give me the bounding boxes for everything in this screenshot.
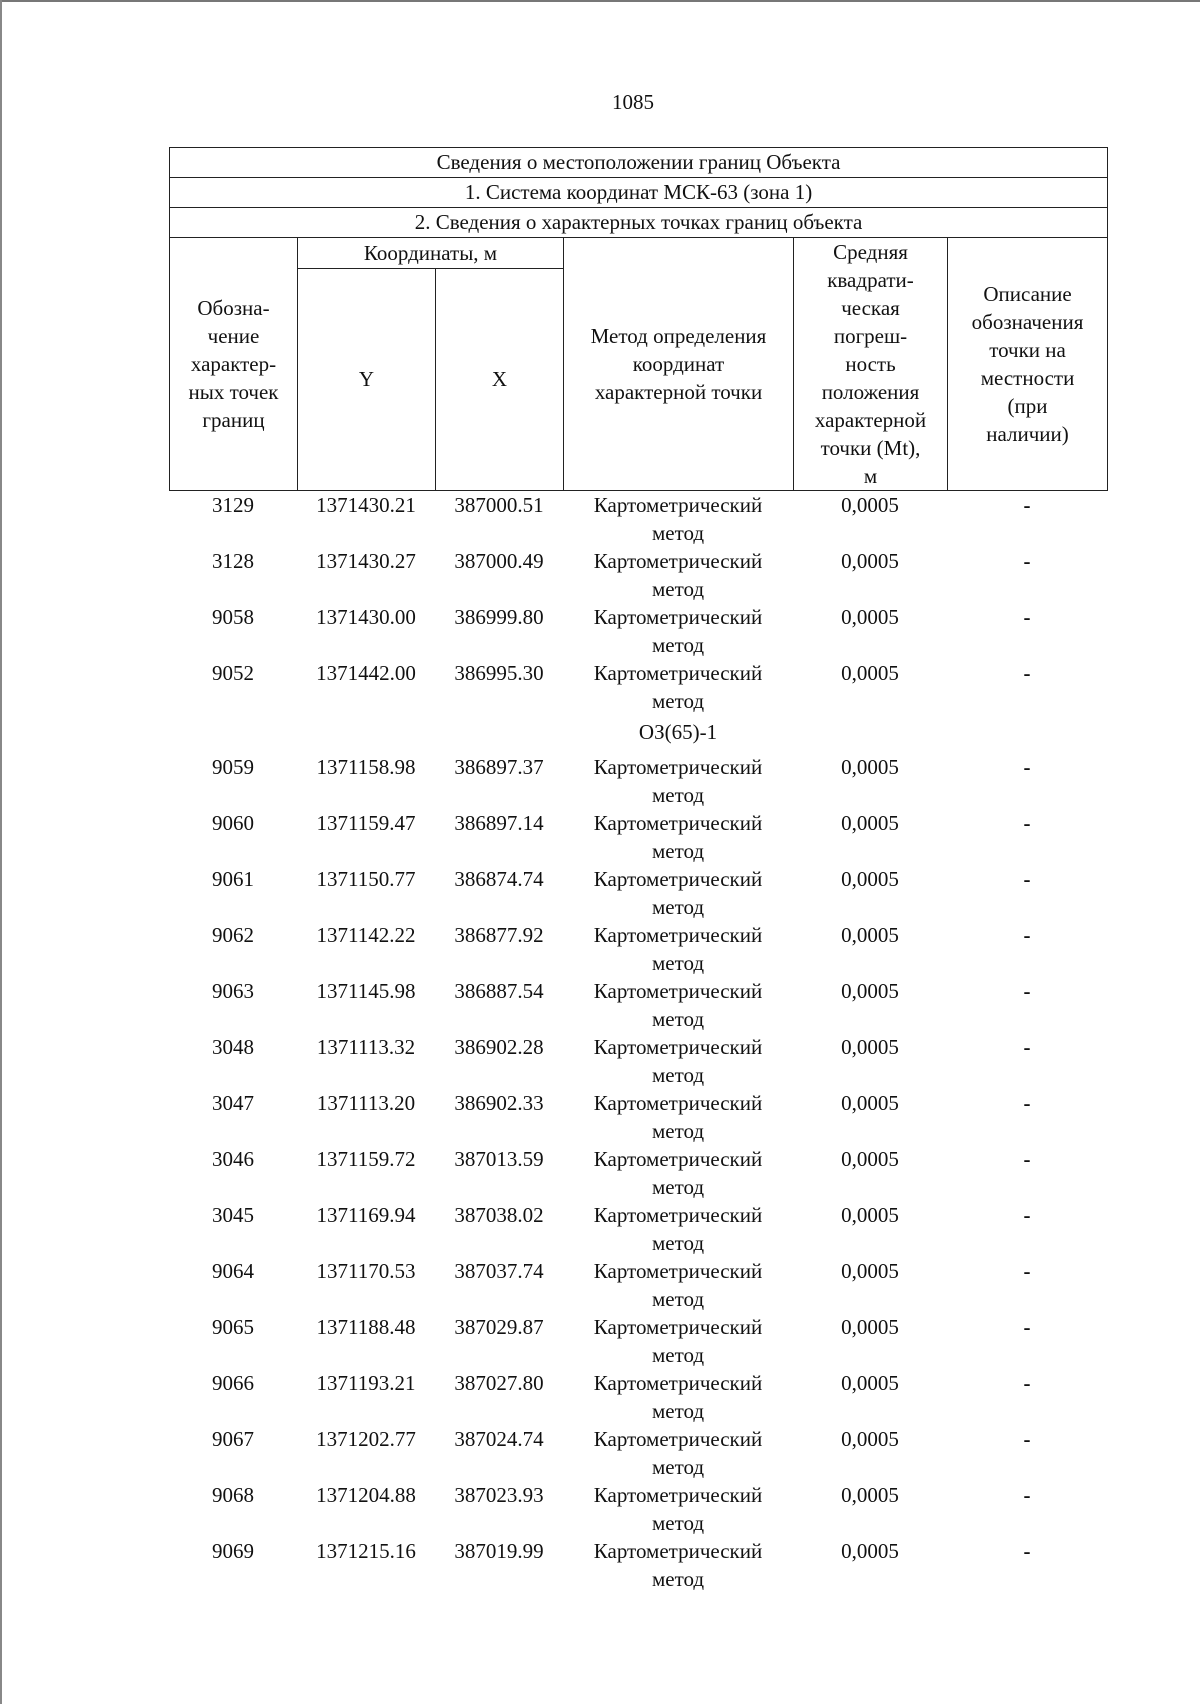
table-row: [169, 753, 1107, 809]
points-group-2: [169, 753, 1107, 1593]
description: -: [1023, 755, 1031, 779]
coord-x: 387019.99: [454, 1539, 544, 1563]
coord-y: 1371188.48: [316, 1315, 416, 1339]
coord-x: 387000.51: [454, 493, 544, 517]
point-number: 9063: [212, 979, 254, 1003]
point-number: 3047: [212, 1091, 254, 1115]
coord-y: 1371193.21: [316, 1371, 416, 1395]
coord-x: 386887.54: [454, 979, 544, 1003]
table-title: Сведения о местоположении границ Объекта: [170, 148, 1108, 178]
table-row: [169, 491, 1107, 547]
table-row: [169, 1369, 1107, 1425]
error-value: 0,0005: [841, 1259, 899, 1283]
coord-x: 386897.37: [454, 755, 544, 779]
coord-x: 387024.74: [454, 1427, 544, 1451]
method: Картометрический метод: [593, 1315, 763, 1367]
coord-x: 387027.80: [454, 1371, 544, 1395]
method: Картометрический метод: [593, 493, 763, 545]
coord-y: 1371158.98: [316, 755, 416, 779]
col-description-header: Описание обозначения точки на местности (при наличии): [948, 238, 1108, 491]
points-group-1: [169, 491, 1107, 715]
method: Картометрический метод: [593, 1539, 763, 1591]
col-x-header: X: [436, 269, 564, 491]
description: -: [1023, 549, 1031, 573]
description: -: [1023, 1371, 1031, 1395]
error-value: 0,0005: [841, 979, 899, 1003]
description: -: [1023, 1315, 1031, 1339]
method: Картометрический метод: [593, 1147, 763, 1199]
error-value: 0,0005: [841, 1035, 899, 1059]
coord-x: 386874.74: [454, 867, 544, 891]
point-number: 3048: [212, 1035, 254, 1059]
table-row: [169, 921, 1107, 977]
col-y-header: Y: [298, 269, 436, 491]
error-value: 0,0005: [841, 1483, 899, 1507]
point-number: 3128: [212, 549, 254, 573]
description: -: [1023, 1091, 1031, 1115]
description: -: [1023, 493, 1031, 517]
error-value: 0,0005: [841, 755, 899, 779]
point-number: 9069: [212, 1539, 254, 1563]
method: Картометрический метод: [593, 605, 763, 657]
point-number: 3129: [212, 493, 254, 517]
method: Картометрический метод: [593, 923, 763, 975]
description: -: [1023, 661, 1031, 685]
col-coordinates-header: Координаты, м: [298, 238, 564, 269]
coord-x: 386902.28: [454, 1035, 544, 1059]
coord-x: 386999.80: [454, 605, 544, 629]
point-number: 3046: [212, 1147, 254, 1171]
coord-y: 1371150.77: [316, 867, 416, 891]
coord-x: 387038.02: [454, 1203, 544, 1227]
point-number: 9065: [212, 1315, 254, 1339]
error-value: 0,0005: [841, 811, 899, 835]
coord-y: 1371202.77: [316, 1427, 416, 1451]
method: Картометрический метод: [593, 1035, 763, 1087]
header-table: [169, 147, 1108, 491]
method: Картометрический метод: [593, 1091, 763, 1143]
description: -: [1023, 1147, 1031, 1171]
coordinate-system: 1. Система координат МСК-63 (зона 1): [170, 178, 1108, 208]
table-row: [169, 603, 1107, 659]
page-number: 1085: [612, 90, 654, 114]
error-value: 0,0005: [841, 1315, 899, 1339]
coord-x: 387023.93: [454, 1483, 544, 1507]
description: -: [1023, 923, 1031, 947]
description: -: [1023, 1427, 1031, 1451]
description: -: [1023, 979, 1031, 1003]
table-row: [169, 865, 1107, 921]
coord-y: 1371159.72: [316, 1147, 416, 1171]
error-value: 0,0005: [841, 493, 899, 517]
error-value: 0,0005: [841, 1427, 899, 1451]
method: Картометрический метод: [593, 549, 763, 601]
table-row: [169, 977, 1107, 1033]
table-row: [169, 1425, 1107, 1481]
col-error-header: Средняя квадрати- ческая погреш- ность положения характерной точки (Mt), м: [794, 238, 948, 491]
table-row: [169, 1481, 1107, 1537]
table-row: [169, 1145, 1107, 1201]
coord-y: 1371142.22: [316, 923, 416, 947]
method: Картометрический метод: [593, 755, 763, 807]
section-title: 2. Сведения о характерных точках границ объекта: [170, 208, 1108, 238]
table-row: [169, 1537, 1107, 1593]
method: Картометрический метод: [593, 811, 763, 863]
error-value: 0,0005: [841, 867, 899, 891]
document-body: [169, 147, 1107, 1593]
method: Картометрический метод: [593, 979, 763, 1031]
error-value: 0,0005: [841, 1539, 899, 1563]
coord-x: 387013.59: [454, 1147, 544, 1171]
coord-y: 1371159.47: [316, 811, 416, 835]
table-row: [169, 1089, 1107, 1145]
points-table: [169, 491, 1107, 1593]
description: -: [1023, 1539, 1031, 1563]
method: Картометрический метод: [593, 1483, 763, 1535]
scan-left-edge: [0, 0, 4, 1704]
method: Картометрический метод: [593, 1371, 763, 1423]
coord-x: 386995.30: [454, 661, 544, 685]
method: Картометрический метод: [593, 867, 763, 919]
point-number: 9067: [212, 1427, 254, 1451]
point-number: 9062: [212, 923, 254, 947]
coord-x: 386897.14: [454, 811, 544, 835]
error-value: 0,0005: [841, 1371, 899, 1395]
method: Картометрический метод: [593, 1427, 763, 1479]
table-row: [169, 809, 1107, 865]
coord-x: 386902.33: [454, 1091, 544, 1115]
coord-y: 1371170.53: [316, 1259, 416, 1283]
description: -: [1023, 1203, 1031, 1227]
description: -: [1023, 1035, 1031, 1059]
description: -: [1023, 1259, 1031, 1283]
error-value: 0,0005: [841, 1091, 899, 1115]
table-row: [169, 659, 1107, 715]
error-value: 0,0005: [841, 1147, 899, 1171]
coord-x: 387000.49: [454, 549, 544, 573]
description: -: [1023, 605, 1031, 629]
coord-y: 1371169.94: [316, 1203, 416, 1227]
coord-x: 387037.74: [454, 1259, 544, 1283]
description: -: [1023, 1483, 1031, 1507]
method: Картометрический метод: [593, 1203, 763, 1255]
table-row: [169, 1257, 1107, 1313]
point-number: 9052: [212, 661, 254, 685]
col-designation-header: Обозна- чение характер- ных точек границ: [170, 238, 298, 491]
error-value: 0,0005: [841, 549, 899, 573]
error-value: 0,0005: [841, 923, 899, 947]
method: Картометрический метод: [593, 661, 763, 713]
point-number: 3045: [212, 1203, 254, 1227]
scan-top-edge: [0, 0, 1200, 6]
coord-x: 387029.87: [454, 1315, 544, 1339]
coord-y: 1371430.27: [316, 549, 416, 573]
section-label: ОЗ(65)-1: [638, 720, 718, 744]
point-number: 9060: [212, 811, 254, 835]
point-number: 9064: [212, 1259, 254, 1283]
error-value: 0,0005: [841, 1203, 899, 1227]
point-number: 9059: [212, 755, 254, 779]
coord-y: 1371113.20: [316, 1091, 416, 1115]
coord-y: 1371204.88: [316, 1483, 416, 1507]
coord-y: 1371442.00: [316, 661, 416, 685]
point-number: 9058: [212, 605, 254, 629]
coord-y: 1371113.32: [316, 1035, 416, 1059]
coord-y: 1371430.00: [316, 605, 416, 629]
point-number: 9068: [212, 1483, 254, 1507]
table-row: [169, 1201, 1107, 1257]
coord-y: 1371215.16: [316, 1539, 416, 1563]
error-value: 0,0005: [841, 605, 899, 629]
coord-y: 1371145.98: [316, 979, 416, 1003]
description: -: [1023, 867, 1031, 891]
coord-x: 386877.92: [454, 923, 544, 947]
section-divider: [169, 715, 1107, 753]
error-value: 0,0005: [841, 661, 899, 685]
method: Картометрический метод: [593, 1259, 763, 1311]
description: -: [1023, 811, 1031, 835]
point-number: 9061: [212, 867, 254, 891]
table-row: [169, 1033, 1107, 1089]
table-row: [169, 547, 1107, 603]
point-number: 9066: [212, 1371, 254, 1395]
table-row: [169, 1313, 1107, 1369]
coord-y: 1371430.21: [316, 493, 416, 517]
col-method-header: Метод определения координат характерной точки: [564, 238, 794, 491]
